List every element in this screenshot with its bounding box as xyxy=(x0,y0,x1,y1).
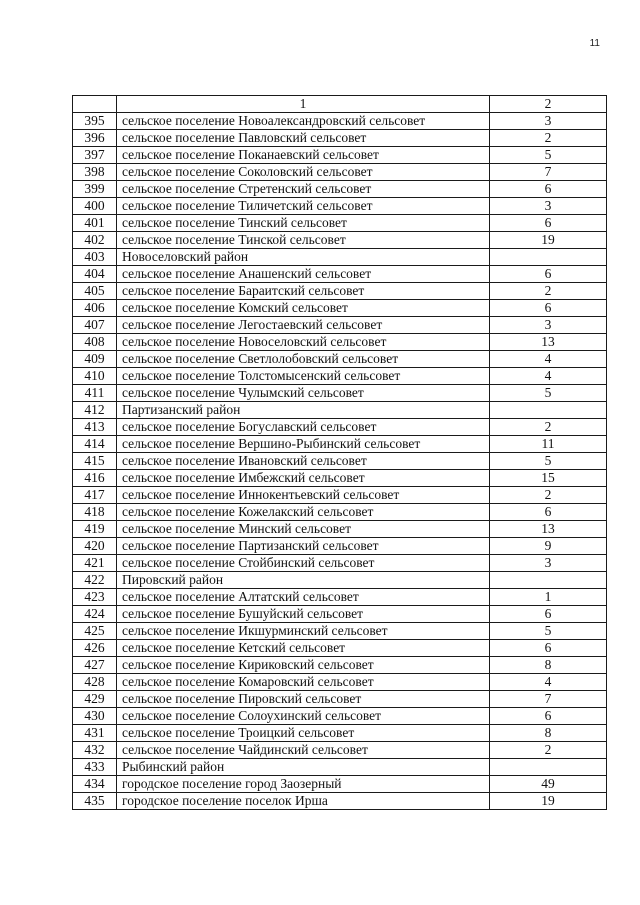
row-number: 396 xyxy=(73,130,117,147)
row-settlement-name: сельское поселение Соколовский сельсовет xyxy=(117,164,490,181)
row-value: 5 xyxy=(490,623,607,640)
row-number: 428 xyxy=(73,674,117,691)
row-value: 3 xyxy=(490,113,607,130)
row-number: 399 xyxy=(73,181,117,198)
table-row xyxy=(73,606,607,623)
table-row xyxy=(73,436,607,453)
row-value: 49 xyxy=(490,776,607,793)
row-number: 403 xyxy=(73,249,117,266)
table-row xyxy=(73,181,607,198)
header-cell-name: 1 xyxy=(117,96,490,113)
row-settlement-name: сельское поселение Богуславский сельсовет xyxy=(117,419,490,436)
row-value: 1 xyxy=(490,589,607,606)
row-number: 427 xyxy=(73,657,117,674)
row-settlement-name: сельское поселение Имбежский сельсовет xyxy=(117,470,490,487)
table-row xyxy=(73,470,607,487)
row-value: 19 xyxy=(490,232,607,249)
row-value xyxy=(490,249,607,266)
row-settlement-name: сельское поселение Ивановский сельсовет xyxy=(117,453,490,470)
row-value: 2 xyxy=(490,130,607,147)
row-value: 6 xyxy=(490,215,607,232)
row-number: 419 xyxy=(73,521,117,538)
row-value: 8 xyxy=(490,657,607,674)
row-value: 3 xyxy=(490,555,607,572)
row-number: 400 xyxy=(73,198,117,215)
row-number: 420 xyxy=(73,538,117,555)
row-settlement-name: сельское поселение Легостаевский сельсовет xyxy=(117,317,490,334)
row-value: 13 xyxy=(490,521,607,538)
row-settlement-name: городское поселение город Заозерный xyxy=(117,776,490,793)
table-row xyxy=(73,589,607,606)
table-row xyxy=(73,249,607,266)
row-value: 13 xyxy=(490,334,607,351)
row-number: 409 xyxy=(73,351,117,368)
row-settlement-name: сельское поселение Кетский сельсовет xyxy=(117,640,490,657)
row-value: 2 xyxy=(490,487,607,504)
row-number: 425 xyxy=(73,623,117,640)
row-settlement-name: сельское поселение Солоухинский сельсовет xyxy=(117,708,490,725)
row-value: 6 xyxy=(490,300,607,317)
row-number: 412 xyxy=(73,402,117,419)
row-number: 434 xyxy=(73,776,117,793)
table-body xyxy=(73,96,607,810)
table-row xyxy=(73,708,607,725)
row-settlement-name: Новоселовский район xyxy=(117,249,490,266)
row-settlement-name: Пировский район xyxy=(117,572,490,589)
row-number: 431 xyxy=(73,725,117,742)
row-value xyxy=(490,572,607,589)
table-row xyxy=(73,572,607,589)
table-row xyxy=(73,742,607,759)
table-row xyxy=(73,725,607,742)
header-cell-number xyxy=(73,96,117,113)
row-number: 422 xyxy=(73,572,117,589)
table-row xyxy=(73,776,607,793)
table-row xyxy=(73,368,607,385)
row-value: 6 xyxy=(490,606,607,623)
table-row xyxy=(73,759,607,776)
row-number: 421 xyxy=(73,555,117,572)
table-row xyxy=(73,538,607,555)
row-settlement-name: сельское поселение Новоалександровский сельсовет xyxy=(117,113,490,130)
row-value: 2 xyxy=(490,742,607,759)
row-number: 408 xyxy=(73,334,117,351)
row-settlement-name: сельское поселение Алтатский сельсовет xyxy=(117,589,490,606)
row-number: 411 xyxy=(73,385,117,402)
table-header-row xyxy=(73,96,607,113)
row-value: 5 xyxy=(490,385,607,402)
row-settlement-name: сельское поселение Чулымский сельсовет xyxy=(117,385,490,402)
row-number: 402 xyxy=(73,232,117,249)
table-row xyxy=(73,232,607,249)
table-row xyxy=(73,674,607,691)
table-row xyxy=(73,623,607,640)
table-row xyxy=(73,300,607,317)
table-row xyxy=(73,419,607,436)
row-settlement-name: сельское поселение Поканаевский сельсовет xyxy=(117,147,490,164)
row-number: 410 xyxy=(73,368,117,385)
row-number: 406 xyxy=(73,300,117,317)
row-settlement-name: сельское поселение Павловский сельсовет xyxy=(117,130,490,147)
row-settlement-name: сельское поселение Минский сельсовет xyxy=(117,521,490,538)
row-settlement-name: городское поселение поселок Ирша xyxy=(117,793,490,810)
row-settlement-name: сельское поселение Партизанский сельсовет xyxy=(117,538,490,555)
row-value: 5 xyxy=(490,147,607,164)
row-value: 6 xyxy=(490,181,607,198)
row-settlement-name: сельское поселение Тинский сельсовет xyxy=(117,215,490,232)
table-row xyxy=(73,215,607,232)
row-settlement-name: сельское поселение Стойбинский сельсовет xyxy=(117,555,490,572)
row-number: 435 xyxy=(73,793,117,810)
table-row xyxy=(73,334,607,351)
row-settlement-name: сельское поселение Икшурминский сельсовет xyxy=(117,623,490,640)
row-settlement-name: сельское поселение Кожелакский сельсовет xyxy=(117,504,490,521)
table-row xyxy=(73,640,607,657)
row-number: 429 xyxy=(73,691,117,708)
row-number: 407 xyxy=(73,317,117,334)
page-number: 11 xyxy=(589,38,600,49)
table-row xyxy=(73,691,607,708)
table-row xyxy=(73,198,607,215)
row-value: 7 xyxy=(490,691,607,708)
table-row xyxy=(73,147,607,164)
table-row xyxy=(73,113,607,130)
row-value: 19 xyxy=(490,793,607,810)
table-row xyxy=(73,164,607,181)
row-settlement-name: сельское поселение Комский сельсовет xyxy=(117,300,490,317)
row-value xyxy=(490,402,607,419)
row-value: 11 xyxy=(490,436,607,453)
table-row xyxy=(73,402,607,419)
row-number: 397 xyxy=(73,147,117,164)
row-settlement-name: сельское поселение Анашенский сельсовет xyxy=(117,266,490,283)
table-row xyxy=(73,657,607,674)
row-number: 424 xyxy=(73,606,117,623)
row-number: 415 xyxy=(73,453,117,470)
row-number: 414 xyxy=(73,436,117,453)
row-number: 418 xyxy=(73,504,117,521)
table-row xyxy=(73,351,607,368)
row-settlement-name: сельское поселение Толстомысенский сельсовет xyxy=(117,368,490,385)
row-value: 4 xyxy=(490,351,607,368)
row-settlement-name: сельское поселение Бараитский сельсовет xyxy=(117,283,490,300)
settlements-table xyxy=(72,95,607,810)
table-row xyxy=(73,487,607,504)
row-value: 2 xyxy=(490,283,607,300)
row-value: 2 xyxy=(490,419,607,436)
row-settlement-name: сельское поселение Бушуйский сельсовет xyxy=(117,606,490,623)
table-row xyxy=(73,504,607,521)
row-settlement-name: сельское поселение Чайдинский сельсовет xyxy=(117,742,490,759)
row-settlement-name: сельское поселение Тиличетский сельсовет xyxy=(117,198,490,215)
table-row xyxy=(73,453,607,470)
row-number: 405 xyxy=(73,283,117,300)
row-settlement-name: Рыбинский район xyxy=(117,759,490,776)
row-number: 401 xyxy=(73,215,117,232)
row-settlement-name: сельское поселение Комаровский сельсовет xyxy=(117,674,490,691)
table-row xyxy=(73,130,607,147)
table-row xyxy=(73,793,607,810)
row-settlement-name: сельское поселение Новоселовский сельсовет xyxy=(117,334,490,351)
row-value: 6 xyxy=(490,266,607,283)
row-number: 432 xyxy=(73,742,117,759)
row-value: 15 xyxy=(490,470,607,487)
table-row xyxy=(73,317,607,334)
row-settlement-name: сельское поселение Пировский сельсовет xyxy=(117,691,490,708)
table-row xyxy=(73,385,607,402)
row-value: 3 xyxy=(490,317,607,334)
row-number: 417 xyxy=(73,487,117,504)
row-number: 423 xyxy=(73,589,117,606)
row-value: 6 xyxy=(490,504,607,521)
row-value: 6 xyxy=(490,640,607,657)
row-settlement-name: сельское поселение Стретенский сельсовет xyxy=(117,181,490,198)
table-row xyxy=(73,555,607,572)
row-settlement-name: сельское поселение Светлолобовский сельсовет xyxy=(117,351,490,368)
row-value: 5 xyxy=(490,453,607,470)
row-number: 413 xyxy=(73,419,117,436)
row-settlement-name: сельское поселение Иннокентьевский сельсовет xyxy=(117,487,490,504)
row-value: 4 xyxy=(490,674,607,691)
row-value xyxy=(490,759,607,776)
row-value: 4 xyxy=(490,368,607,385)
table-row xyxy=(73,521,607,538)
row-value: 6 xyxy=(490,708,607,725)
row-number: 395 xyxy=(73,113,117,130)
row-value: 9 xyxy=(490,538,607,555)
row-number: 426 xyxy=(73,640,117,657)
row-settlement-name: сельское поселение Троицкий сельсовет xyxy=(117,725,490,742)
row-value: 3 xyxy=(490,198,607,215)
header-cell-value: 2 xyxy=(490,96,607,113)
row-value: 8 xyxy=(490,725,607,742)
row-number: 416 xyxy=(73,470,117,487)
row-settlement-name: Партизанский район xyxy=(117,402,490,419)
table-row xyxy=(73,283,607,300)
row-number: 398 xyxy=(73,164,117,181)
row-number: 433 xyxy=(73,759,117,776)
row-settlement-name: сельское поселение Тинской сельсовет xyxy=(117,232,490,249)
table-row xyxy=(73,266,607,283)
row-value: 7 xyxy=(490,164,607,181)
row-settlement-name: сельское поселение Вершино-Рыбинский сельсовет xyxy=(117,436,490,453)
row-number: 404 xyxy=(73,266,117,283)
row-settlement-name: сельское поселение Кириковский сельсовет xyxy=(117,657,490,674)
row-number: 430 xyxy=(73,708,117,725)
